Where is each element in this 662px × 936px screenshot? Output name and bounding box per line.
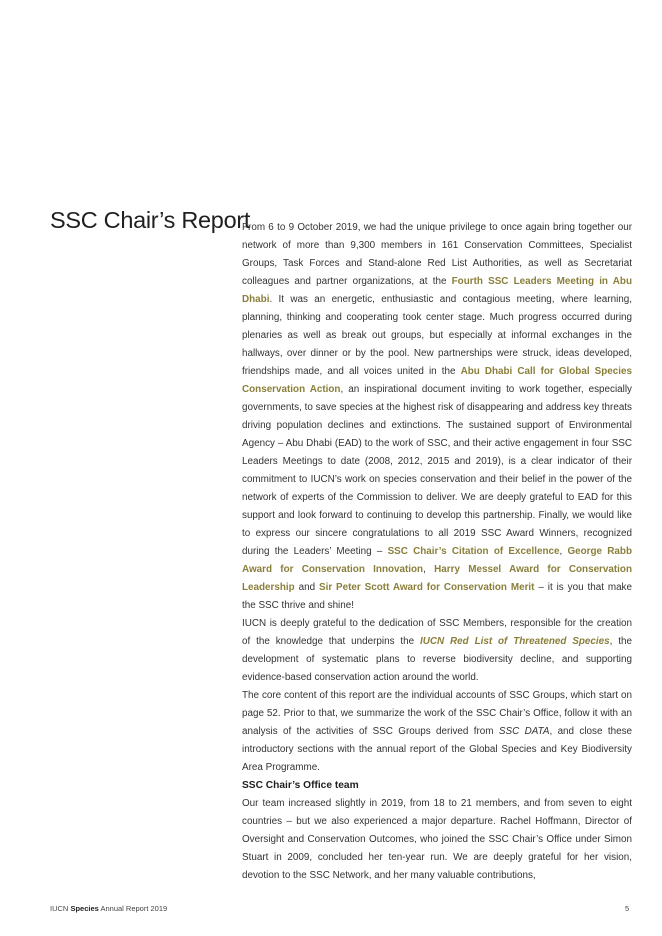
page-title: SSC Chair’s Report bbox=[50, 207, 251, 233]
text-span: , bbox=[423, 564, 435, 575]
text-span: , and close these introductory sections with the annual report of the Global Species and Key Biodiversity Area Programme. bbox=[242, 726, 632, 773]
text-span: , bbox=[559, 546, 568, 557]
scott-award-link[interactable]: Sir Peter Scott Award for Conservation Merit bbox=[318, 582, 535, 593]
text-span: and bbox=[294, 582, 319, 593]
text-span: From 6 to 9 October 2019, we had the unique privilege to once again bring together our network of more than 9,300 members in 161 Conservation Committees, Specialist Groups, Task Forces and Stand-alone Red List Authorities, as well as Secretariat colleagues and partner organizations, at the bbox=[242, 222, 632, 287]
intro-paragraph bbox=[242, 219, 632, 615]
text-span: , an inspirational document inviting to work together, especially governments, to save species at the highest risk of disappearing and address key threats driving population declines and extinctions. The sustained support of Environmental Agency – Abu Dhabi (EAD) to the work of SSC, and their active engagement in four SSC Leaders Meetings to date (2008, 2012, 2015 and 2019), is a clear indicator of their commitment to IUCN’s work on species conservation and their belief in the power of the network of experts of the Commission to deliver. We are deeply grateful to EAD for this support and look forward to continuing to develop this partnership. Finally, we would like to express our sincere congratulations to all 2019 SSC Award Winners, recognized during the Leaders’ Meeting – bbox=[242, 384, 632, 557]
messel-award-link[interactable]: Harry Messel Award for Conservation Leadership bbox=[242, 564, 632, 593]
report-structure-paragraph bbox=[242, 687, 632, 777]
ssc-data-term: SSC DATA bbox=[498, 726, 550, 737]
rabb-award-link[interactable]: George Rabb Award for Conservation Innovation bbox=[242, 546, 632, 575]
members-paragraph bbox=[242, 615, 632, 687]
footer-org: IUCN bbox=[50, 904, 69, 913]
text-span: – it is you that make the SSC thrive and shine! bbox=[242, 582, 632, 611]
abu-dhabi-call-link[interactable]: Abu Dhabi Call for Global Species Conservation Action bbox=[242, 366, 632, 395]
page-number: 5 bbox=[625, 904, 630, 913]
footer-title: Annual Report 2019 bbox=[100, 904, 168, 913]
body-text-column bbox=[242, 219, 632, 885]
leaders-meeting-link[interactable]: Fourth SSC Leaders Meeting in Abu Dhabi bbox=[242, 276, 632, 305]
footer-brand: Species bbox=[70, 904, 99, 913]
section-heading: SSC Chair’s Office team bbox=[242, 780, 359, 791]
text-span: , the development of systematic plans to reverse biodiversity decline, and supporting evidence-based conservation action around the world. bbox=[242, 636, 632, 683]
team-paragraph: Our team increased slightly in 2019, from 18 to 21 members, and from seven to eight countries – but we also experienced a major departure. Rachel Hoffmann, Director of Oversight and Conservation Outcomes, who joined the SSC Chair’s Office under Simon Stuart in 2009, concluded her ten-year run. We are deeply grateful for her vision, devotion to the SSC Network, and her many valuable contributions, bbox=[242, 798, 632, 881]
chairs-citation-link[interactable]: SSC Chair’s Citation of Excellence bbox=[387, 546, 560, 557]
footer-publication bbox=[50, 904, 167, 913]
text-span: . It was an energetic, enthusiastic and contagious meeting, where learning, planning, thinking and cooperating took center stage. Much progress occurred during plenaries as well as break out groups, but especially at informal exchanges in the hallways, over dinner or by the pool. New partnerships were struck, ideas developed, friendships made, and all voices united in the bbox=[242, 294, 632, 377]
red-list-link[interactable]: IUCN Red List of Threatened Species bbox=[420, 636, 610, 647]
text-span: IUCN is deeply grateful to the dedication of SSC Members, responsible for the creation of the knowledge that underpins the bbox=[242, 618, 632, 647]
text-span: The core content of this report are the individual accounts of SSC Groups, which start on page 52. Prior to that, we summarize the work of the SSC Chair’s Office, follow it with an analysis of the activities of SSC Groups derived from bbox=[242, 690, 632, 737]
